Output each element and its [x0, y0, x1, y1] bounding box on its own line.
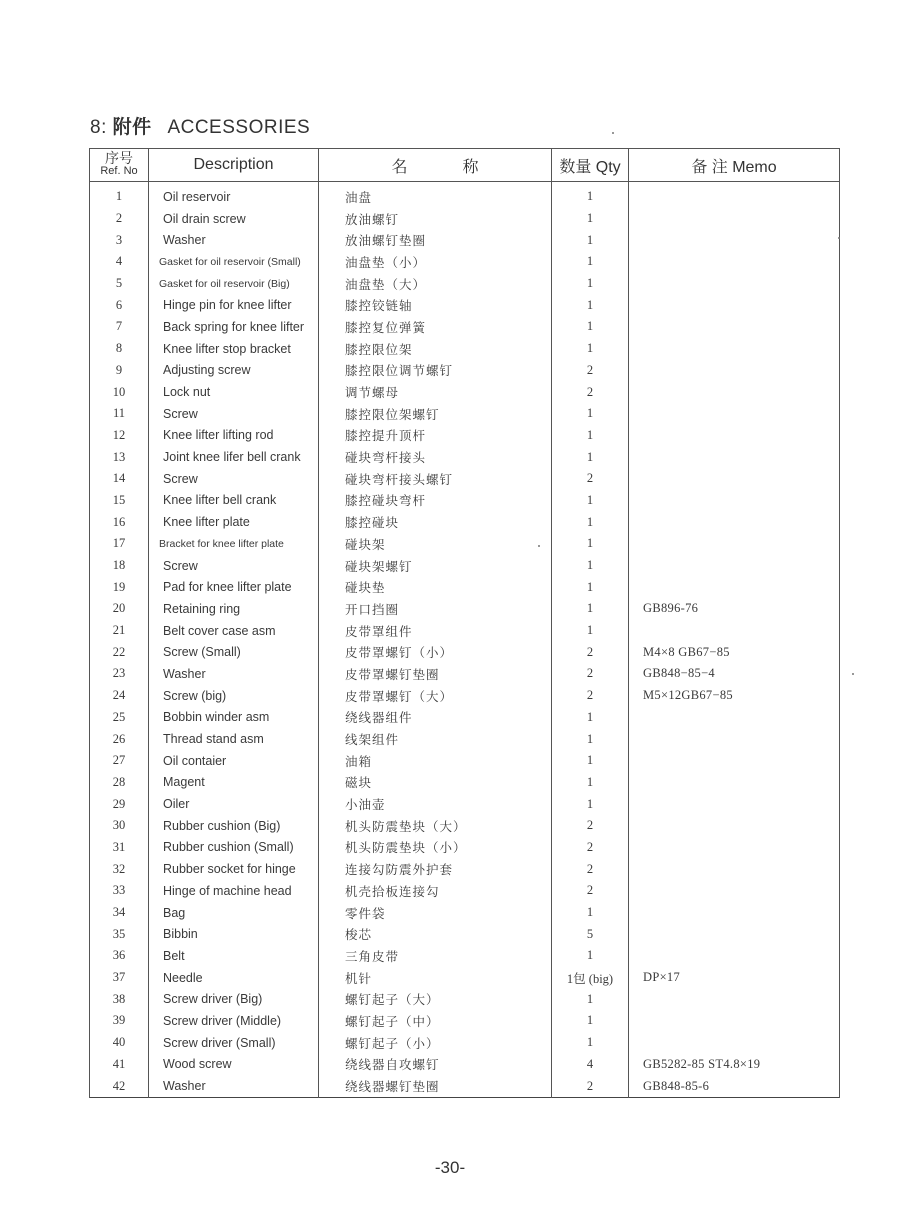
qty-cell: 1 [552, 490, 629, 512]
table-row [90, 598, 840, 620]
qty-cell: 1 [552, 251, 629, 273]
table-row [90, 182, 840, 208]
ref-cell: 19 [90, 576, 149, 598]
qty-cell: 1 [552, 598, 629, 620]
scan-speck [612, 132, 614, 134]
name-cn-cell: 螺钉起子（中） [319, 1010, 552, 1032]
name-cn-cell: 机头防震垫块（大） [319, 815, 552, 837]
name-cn-cell: 开口挡圈 [319, 598, 552, 620]
ref-cell: 11 [90, 403, 149, 425]
ref-cell: 2 [90, 208, 149, 230]
memo-cell [629, 446, 840, 468]
ref-cell: 8 [90, 338, 149, 360]
qty-cell: 4 [552, 1054, 629, 1076]
name-cn-cell: 磁块 [319, 772, 552, 794]
name-cn-cell: 膝控碰块 [319, 511, 552, 533]
ref-cell: 12 [90, 425, 149, 447]
name-cn-cell: 油盘 [319, 182, 552, 208]
memo-cell [629, 793, 840, 815]
description-cell: Oil contaier [149, 750, 319, 772]
page-number: -30- [434, 1158, 466, 1177]
table-row [90, 229, 840, 251]
description-cell: Pad for knee lifter plate [149, 576, 319, 598]
name-cn-cell: 膝控限位调节螺钉 [319, 360, 552, 382]
description-cell: Screw (big) [149, 685, 319, 707]
qty-cell: 2 [552, 815, 629, 837]
table-row [90, 837, 840, 859]
description-cell: Gasket for oil reservoir (Big) [149, 273, 319, 295]
name-cn-cell: 连接勾防震外护套 [319, 858, 552, 880]
name-cn-cell: 皮带罩组件 [319, 620, 552, 642]
table-row [90, 1010, 840, 1032]
name-cn-cell: 膝控复位弹簧 [319, 316, 552, 338]
memo-cell [629, 1032, 840, 1054]
qty-cell: 1 [552, 707, 629, 729]
ref-cell: 15 [90, 490, 149, 512]
description-cell: Knee lifter lifting rod [149, 425, 319, 447]
name-cn-cell: 绕线器自攻螺钉 [319, 1054, 552, 1076]
name-cn-cell: 皮带罩螺钉（大） [319, 685, 552, 707]
table-row [90, 294, 840, 316]
description-cell: Rubber cushion (Big) [149, 815, 319, 837]
ref-cell: 20 [90, 598, 149, 620]
name-cn-cell: 线架组件 [319, 728, 552, 750]
description-cell: Screw [149, 555, 319, 577]
ref-cell: 14 [90, 468, 149, 490]
memo-cell [629, 208, 840, 230]
table-row [90, 945, 840, 967]
ref-cell: 25 [90, 707, 149, 729]
header-ref-en: Ref. No [100, 165, 138, 177]
memo-cell: M5×12GB67−85 [629, 685, 840, 707]
table-body [90, 182, 840, 1098]
qty-cell: 1 [552, 273, 629, 295]
qty-cell: 1 [552, 425, 629, 447]
description-cell: Screw (Small) [149, 641, 319, 663]
header-description: Description [149, 149, 319, 182]
section-title [90, 112, 310, 139]
memo-cell [629, 468, 840, 490]
qty-cell: 1 [552, 945, 629, 967]
qty-cell: 2 [552, 641, 629, 663]
qty-cell: 1 [552, 533, 629, 555]
name-cn-cell: 膝控限位架螺钉 [319, 403, 552, 425]
memo-cell [629, 381, 840, 403]
qty-cell: 1 [552, 316, 629, 338]
description-cell: Hinge pin for knee lifter [149, 294, 319, 316]
description-cell: Washer [149, 229, 319, 251]
description-cell: Screw driver (Big) [149, 988, 319, 1010]
memo-cell [629, 815, 840, 837]
section-title-en: ACCESSORIES [167, 117, 311, 138]
name-cn-cell: 机头防震垫块（小） [319, 837, 552, 859]
description-cell: Wood screw [149, 1054, 319, 1076]
ref-cell: 40 [90, 1032, 149, 1054]
name-cn-cell: 机壳拾板连接勾 [319, 880, 552, 902]
description-cell: Bibbin [149, 923, 319, 945]
memo-cell [629, 360, 840, 382]
table-row [90, 750, 840, 772]
name-cn-cell: 碰块架 [319, 533, 552, 555]
qty-cell: 1 [552, 338, 629, 360]
table-row [90, 967, 840, 989]
qty-cell: 2 [552, 468, 629, 490]
table-row [90, 511, 840, 533]
name-cn-cell: 碰块架螺钉 [319, 555, 552, 577]
name-cn-cell: 螺钉起子（大） [319, 988, 552, 1010]
name-cn-cell: 油盘垫（小） [319, 251, 552, 273]
memo-cell [629, 858, 840, 880]
ref-cell: 26 [90, 728, 149, 750]
table-row [90, 208, 840, 230]
ref-cell: 37 [90, 967, 149, 989]
memo-cell [629, 425, 840, 447]
ref-cell: 6 [90, 294, 149, 316]
ref-cell: 21 [90, 620, 149, 642]
memo-cell [629, 316, 840, 338]
memo-cell [629, 338, 840, 360]
ref-cell: 28 [90, 772, 149, 794]
ref-cell: 42 [90, 1075, 149, 1097]
name-cn-cell: 三角皮带 [319, 945, 552, 967]
table-row [90, 641, 840, 663]
qty-cell: 1 [552, 620, 629, 642]
description-cell: Bracket for knee lifter plate [149, 533, 319, 555]
name-cn-cell: 绕线器组件 [319, 707, 552, 729]
table-row [90, 425, 840, 447]
description-cell: Needle [149, 967, 319, 989]
header-memo: 备 注 Memo [629, 149, 840, 182]
ref-cell: 18 [90, 555, 149, 577]
table-row [90, 1032, 840, 1054]
table-row [90, 793, 840, 815]
header-ref-cn: 序号 [105, 151, 133, 167]
qty-cell: 1 [552, 229, 629, 251]
table-row [90, 1054, 840, 1076]
name-cn-cell: 梭芯 [319, 923, 552, 945]
ref-cell: 13 [90, 446, 149, 468]
memo-cell: DP×17 [629, 967, 840, 989]
name-cn-cell: 调节螺母 [319, 381, 552, 403]
qty-cell: 1 [552, 555, 629, 577]
table-row [90, 663, 840, 685]
description-cell: Screw driver (Middle) [149, 1010, 319, 1032]
memo-cell [629, 707, 840, 729]
description-cell: Bobbin winder asm [149, 707, 319, 729]
memo-cell [629, 403, 840, 425]
qty-cell: 1 [552, 511, 629, 533]
table-row [90, 446, 840, 468]
memo-cell [629, 945, 840, 967]
ref-cell: 32 [90, 858, 149, 880]
qty-cell: 1 [552, 208, 629, 230]
description-cell: Rubber socket for hinge [149, 858, 319, 880]
description-cell: Back spring for knee lifter [149, 316, 319, 338]
ref-cell: 3 [90, 229, 149, 251]
memo-cell [629, 1010, 840, 1032]
description-cell: Belt cover case asm [149, 620, 319, 642]
memo-cell [629, 728, 840, 750]
description-cell: Gasket for oil reservoir (Small) [149, 251, 319, 273]
ref-cell: 35 [90, 923, 149, 945]
name-cn-cell: 皮带罩螺钉（小） [319, 641, 552, 663]
name-cn-cell: 碰块弯杆接头螺钉 [319, 468, 552, 490]
table-row [90, 273, 840, 295]
description-cell: Screw [149, 468, 319, 490]
description-cell: Screw driver (Small) [149, 1032, 319, 1054]
name-cn-cell: 膝控限位架 [319, 338, 552, 360]
memo-cell [629, 273, 840, 295]
name-cn-cell: 小油壶 [319, 793, 552, 815]
name-cn-cell: 绕线器螺钉垫圈 [319, 1075, 552, 1097]
memo-cell: GB848−85−4 [629, 663, 840, 685]
description-cell: Knee lifter stop bracket [149, 338, 319, 360]
qty-cell: 1 [552, 182, 629, 208]
description-cell: Screw [149, 403, 319, 425]
memo-cell [629, 620, 840, 642]
section-number: 8: [90, 117, 107, 138]
header-ref-no [90, 149, 149, 182]
qty-cell: 1 [552, 793, 629, 815]
ref-cell: 29 [90, 793, 149, 815]
description-cell: Knee lifter plate [149, 511, 319, 533]
ref-cell: 23 [90, 663, 149, 685]
name-cn-cell: 零件袋 [319, 902, 552, 924]
memo-cell: M4×8 GB67−85 [629, 641, 840, 663]
qty-cell: 1 [552, 1032, 629, 1054]
description-cell: Oil drain screw [149, 208, 319, 230]
qty-cell: 1 [552, 728, 629, 750]
ref-cell: 38 [90, 988, 149, 1010]
ref-cell: 36 [90, 945, 149, 967]
table-row [90, 728, 840, 750]
qty-cell: 1 [552, 446, 629, 468]
description-cell: Knee lifter bell crank [149, 490, 319, 512]
table-row [90, 360, 840, 382]
memo-cell [629, 533, 840, 555]
description-cell: Lock nut [149, 381, 319, 403]
ref-cell: 34 [90, 902, 149, 924]
ref-cell: 22 [90, 641, 149, 663]
ref-cell: 4 [90, 251, 149, 273]
name-cn-cell: 碰块弯杆接头 [319, 446, 552, 468]
qty-cell: 2 [552, 858, 629, 880]
name-cn-cell: 机针 [319, 967, 552, 989]
table-row [90, 316, 840, 338]
table-header-row [90, 149, 840, 182]
ref-cell: 31 [90, 837, 149, 859]
ref-cell: 9 [90, 360, 149, 382]
qty-cell: 2 [552, 381, 629, 403]
memo-cell [629, 880, 840, 902]
memo-cell [629, 837, 840, 859]
memo-cell [629, 988, 840, 1010]
name-cn-cell: 放油螺钉垫圈 [319, 229, 552, 251]
table-row [90, 858, 840, 880]
memo-cell: GB896-76 [629, 598, 840, 620]
ref-cell: 16 [90, 511, 149, 533]
memo-cell [629, 555, 840, 577]
table-row [90, 381, 840, 403]
memo-cell [629, 294, 840, 316]
qty-cell: 5 [552, 923, 629, 945]
memo-cell [629, 251, 840, 273]
scan-speck [852, 673, 854, 675]
description-cell: Washer [149, 663, 319, 685]
name-cn-cell: 膝控提升顶杆 [319, 425, 552, 447]
name-cn-cell: 皮带罩螺钉垫圈 [319, 663, 552, 685]
qty-cell: 2 [552, 663, 629, 685]
table-row [90, 685, 840, 707]
description-cell: Oil reservoir [149, 182, 319, 208]
qty-cell: 1 [552, 750, 629, 772]
table-row [90, 533, 840, 555]
table-row [90, 403, 840, 425]
memo-cell [629, 229, 840, 251]
header-name-cn: 名 称 [319, 149, 552, 182]
description-cell: Adjusting screw [149, 360, 319, 382]
qty-cell: 1 [552, 988, 629, 1010]
name-cn-cell: 膝控铰链轴 [319, 294, 552, 316]
name-cn-cell: 油盘垫（大） [319, 273, 552, 295]
name-cn-cell: 放油螺钉 [319, 208, 552, 230]
ref-cell: 7 [90, 316, 149, 338]
ref-cell: 30 [90, 815, 149, 837]
description-cell: Joint knee lifer bell crank [149, 446, 319, 468]
memo-cell [629, 182, 840, 208]
qty-cell: 1 [552, 902, 629, 924]
description-cell: Thread stand asm [149, 728, 319, 750]
table-row [90, 815, 840, 837]
description-cell: Magent [149, 772, 319, 794]
qty-cell: 1 [552, 576, 629, 598]
ref-cell: 39 [90, 1010, 149, 1032]
memo-cell [629, 576, 840, 598]
accessories-table [89, 148, 840, 1098]
name-cn-cell: 油箱 [319, 750, 552, 772]
description-cell: Bag [149, 902, 319, 924]
table-row [90, 251, 840, 273]
memo-cell [629, 511, 840, 533]
table-row [90, 338, 840, 360]
qty-cell: 1 [552, 1010, 629, 1032]
memo-cell [629, 772, 840, 794]
ref-cell: 41 [90, 1054, 149, 1076]
table-row [90, 555, 840, 577]
ref-cell: 27 [90, 750, 149, 772]
memo-cell: GB848-85-6 [629, 1075, 840, 1097]
ref-cell: 17 [90, 533, 149, 555]
description-cell: Belt [149, 945, 319, 967]
header-qty: 数量 Qty [552, 149, 629, 182]
ref-cell: 24 [90, 685, 149, 707]
table-row [90, 576, 840, 598]
ref-cell: 1 [90, 182, 149, 208]
section-title-cn: 附件 [112, 116, 152, 138]
memo-cell [629, 490, 840, 512]
name-cn-cell: 膝控碰块弯杆 [319, 490, 552, 512]
table-row [90, 923, 840, 945]
table-row [90, 490, 840, 512]
name-cn-cell: 螺钉起子（小） [319, 1032, 552, 1054]
description-cell: Hinge of machine head [149, 880, 319, 902]
name-cn-cell: 碰块垫 [319, 576, 552, 598]
scan-speck [538, 545, 540, 547]
qty-cell: 2 [552, 685, 629, 707]
table-row [90, 988, 840, 1010]
memo-cell [629, 923, 840, 945]
table-row [90, 902, 840, 924]
ref-cell: 10 [90, 381, 149, 403]
description-cell: Retaining ring [149, 598, 319, 620]
qty-cell: 2 [552, 360, 629, 382]
qty-cell: 1 [552, 294, 629, 316]
description-cell: Rubber cushion (Small) [149, 837, 319, 859]
table-row [90, 620, 840, 642]
qty-cell: 1 [552, 772, 629, 794]
table-row [90, 468, 840, 490]
qty-cell: 2 [552, 837, 629, 859]
memo-cell [629, 902, 840, 924]
qty-cell: 1包 (big) [552, 967, 629, 989]
memo-cell [629, 750, 840, 772]
table-row [90, 1075, 840, 1097]
table-row [90, 707, 840, 729]
scan-speck [838, 237, 840, 239]
table-row [90, 772, 840, 794]
table-row [90, 880, 840, 902]
description-cell: Oiler [149, 793, 319, 815]
ref-cell: 33 [90, 880, 149, 902]
qty-cell: 1 [552, 403, 629, 425]
description-cell: Washer [149, 1075, 319, 1097]
memo-cell: GB5282-85 ST4.8×19 [629, 1054, 840, 1076]
qty-cell: 2 [552, 1075, 629, 1097]
qty-cell: 2 [552, 880, 629, 902]
ref-cell: 5 [90, 273, 149, 295]
